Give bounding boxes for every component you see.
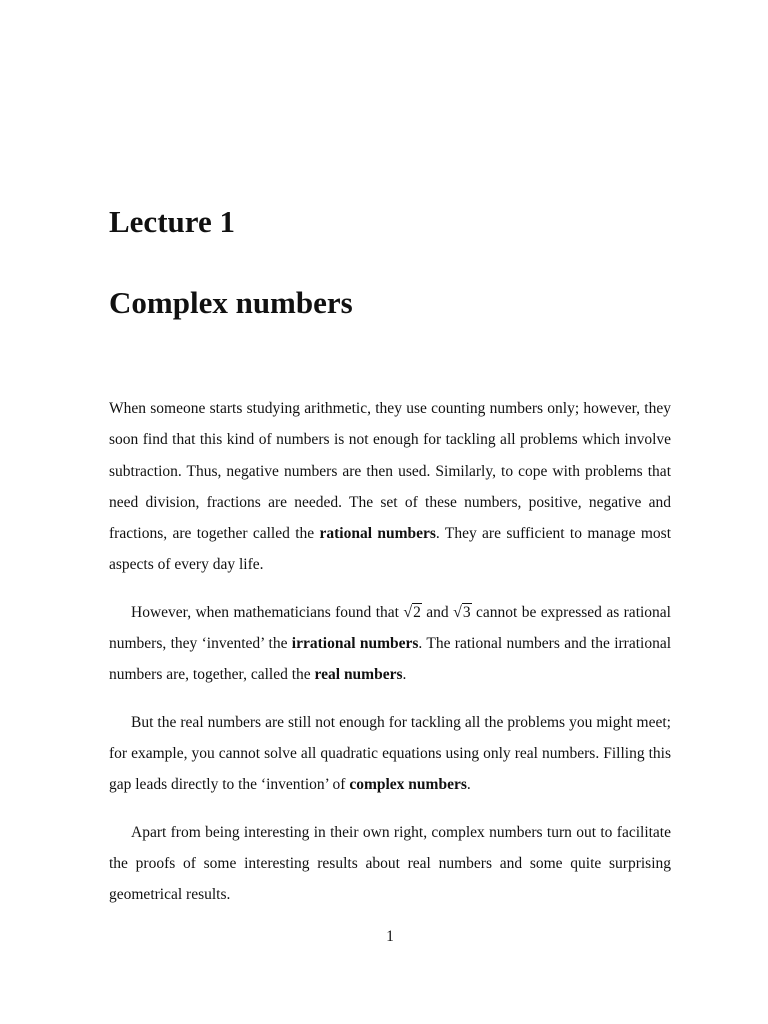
text-run: Apart from being interesting in their own right, complex numbers turn out to facilitate the proofs of some interesting results about real numbers and some quite surprising geometrical results. — [109, 823, 671, 904]
key-term: real numbers — [314, 666, 403, 684]
paragraph — [109, 707, 671, 801]
text-run: . — [466, 776, 471, 794]
text-run: . — [402, 666, 407, 684]
text-run: . The rational numbers and the irrational numbers are, together, called the — [109, 635, 672, 684]
radicand: 3 — [462, 603, 471, 621]
text-run: However, when mathematicians found that — [131, 603, 404, 621]
lecture-label: Lecture 1 — [109, 204, 235, 239]
key-term: rational numbers — [319, 525, 436, 543]
square-root — [453, 603, 472, 621]
body-text — [109, 393, 671, 910]
key-term: complex numbers — [349, 776, 467, 794]
radical-sign: √ — [403, 603, 413, 621]
radical-sign: √ — [453, 603, 462, 621]
key-term: irrational numbers — [291, 635, 419, 653]
text-run: But the real numbers are still not enough for tackling all the problems you might meet; for example, you cannot solve all quadratic equations using only real numbers. Filling this gap leads directly to the ‘invention’ of — [109, 713, 671, 794]
square-root — [403, 603, 422, 621]
radicand: 2 — [413, 603, 421, 621]
page-number: 1 — [386, 928, 394, 945]
paragraph — [109, 393, 671, 581]
text-run: and — [421, 603, 454, 621]
paragraph — [109, 597, 671, 691]
text-run: . They are sufficient to manage most aspects of every day life. — [109, 525, 672, 574]
chapter-title: Complex numbers — [109, 285, 353, 320]
text-run: When someone starts studying arithmetic, they use counting numbers only; however, they soon find that this kind of numbers is not enough for tackling all problems which involve subtraction. Thus, negative numbers are then used. Similarly, to cope with problems that need division, fractions are needed. The set of these numbers, positive, negative and fractions, are together called the — [109, 400, 671, 543]
text-run: cannot be expressed as rational numbers, they ‘invented’ the — [109, 603, 671, 653]
paragraph — [109, 817, 671, 911]
